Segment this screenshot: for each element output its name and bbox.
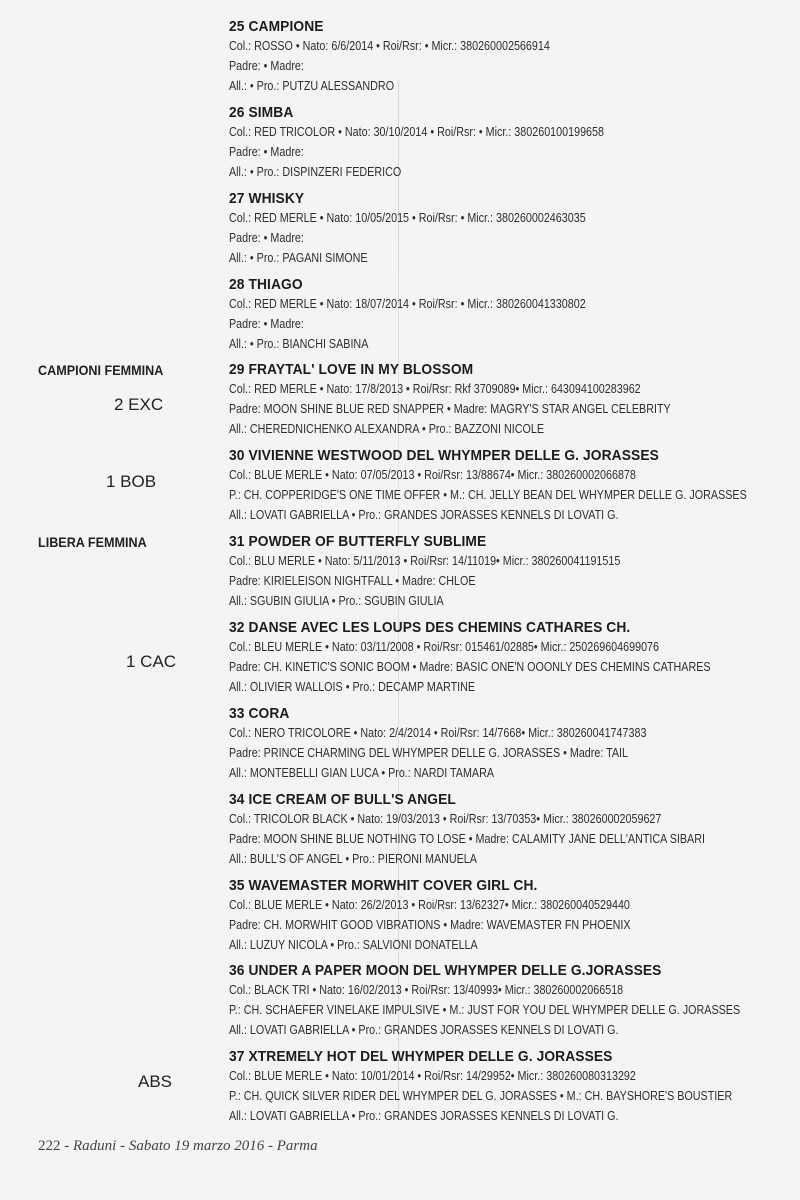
entry-breeder-owner: All.: • Pro.: DISPINZERI FEDERICO (229, 165, 402, 179)
section-label-libera-femmina: LIBERA FEMMINA (38, 534, 147, 550)
entry-title: 31 POWDER OF BUTTERFLY SUBLIME (229, 533, 487, 550)
entry-breeder-owner: All.: SGUBIN GIULIA • Pro.: SGUBIN GIULIA (229, 594, 444, 608)
entry-breeder-owner: All.: MONTEBELLI GIAN LUCA • Pro.: NARDI TAMARA (229, 766, 495, 780)
catalog-entry-36 (229, 961, 789, 1040)
entry-title: 27 WHISKY (229, 190, 305, 207)
footer-text: - Raduni - Sabato 19 marzo 2016 - Parma (64, 1138, 318, 1154)
entry-breeder-owner: All.: LUZUY NICOLA • Pro.: SALVIONI DONATELLA (229, 938, 478, 952)
entry-parents: Padre: • Madre: (229, 145, 304, 159)
entry-parents: Padre: PRINCE CHARMING DEL WHYMPER DELLE G. JORASSES • Madre: TAIL (229, 746, 629, 760)
entry-details: Col.: BLUE MERLE • Nato: 26/2/2013 • Roi/Rsr: 13/62327• Micr.: 380260040529440 (229, 898, 630, 912)
entry-parents: Padre: MOON SHINE BLUE RED SNAPPER • Madre: MAGRY'S STAR ANGEL CELEBRITY (229, 402, 671, 416)
entry-details: Col.: BLACK TRI • Nato: 16/02/2013 • Roi/Rsr: 13/40993• Micr.: 380260002066518 (229, 983, 624, 997)
entry-title: 26 SIMBA (229, 104, 294, 121)
entry-breeder-owner: All.: • Pro.: PUTZU ALESSANDRO (229, 79, 395, 93)
entry-parents: Padre: CH. MORWHIT GOOD VIBRATIONS • Madre: WAVEMASTER FN PHOENIX (229, 918, 631, 932)
entry-title: 28 THIAGO (229, 276, 303, 293)
entry-parents: P.: CH. SCHAEFER VINELAKE IMPULSIVE • M.: JUST FOR YOU DEL WHYMPER DELLE G. JORASSES (229, 1003, 741, 1017)
entry-details: Col.: RED MERLE • Nato: 10/05/2015 • Roi/Rsr: • Micr.: 380260002463035 (229, 211, 586, 225)
entry-title: 37 XTREMELY HOT DEL WHYMPER DELLE G. JORASSES (229, 1048, 613, 1065)
entry-parents: Padre: CH. KINETIC'S SONIC BOOM • Madre: BASIC ONE'N OOONLY DES CHEMINS CATHARES (229, 660, 711, 674)
entry-details: Col.: BLUE MERLE • Nato: 10/01/2014 • Roi/Rsr: 14/29952• Micr.: 380260080313292 (229, 1069, 636, 1083)
catalog-entry-29 (229, 360, 789, 439)
entry-details: Col.: BLU MERLE • Nato: 5/11/2013 • Roi/Rsr: 14/11019• Micr.: 380260041191515 (229, 554, 621, 568)
catalog-entry-31 (229, 532, 789, 611)
result-note-2-exc: 2 EXC (114, 395, 164, 414)
entry-breeder-owner: All.: LOVATI GABRIELLA • Pro.: GRANDES JORASSES KENNELS DI LOVATI G. (229, 1109, 619, 1123)
catalog-entry-26 (229, 103, 789, 182)
entry-breeder-owner: All.: LOVATI GABRIELLA • Pro.: GRANDES JORASSES KENNELS DI LOVATI G. (229, 508, 619, 522)
entry-title: 30 VIVIENNE WESTWOOD DEL WHYMPER DELLE G. JORASSES (229, 447, 659, 464)
entry-title: 29 FRAYTAL' LOVE IN MY BLOSSOM (229, 361, 474, 378)
catalog-entry-27 (229, 189, 789, 268)
entry-details: Col.: TRICOLOR BLACK • Nato: 19/03/2013 • Roi/Rsr: 13/70353• Micr.: 380260002059627 (229, 812, 662, 826)
page-footer (38, 1138, 318, 1155)
entry-breeder-owner: All.: CHEREDNICHENKO ALEXANDRA • Pro.: BAZZONI NICOLE (229, 422, 544, 436)
entry-title: 34 ICE CREAM OF BULL'S ANGEL (229, 791, 456, 808)
entry-breeder-owner: All.: LOVATI GABRIELLA • Pro.: GRANDES JORASSES KENNELS DI LOVATI G. (229, 1023, 619, 1037)
entry-parents: Padre: MOON SHINE BLUE NOTHING TO LOSE • Madre: CALAMITY JANE DELL'ANTICA SIBARI (229, 832, 705, 846)
entry-parents: P.: CH. COPPERIDGE'S ONE TIME OFFER • M.: CH. JELLY BEAN DEL WHYMPER DELLE G. JORASSES (229, 488, 747, 502)
entry-details: Col.: RED MERLE • Nato: 17/8/2013 • Roi/Rsr: Rkf 3709089• Micr.: 643094100283962 (229, 382, 641, 396)
catalog-entry-37 (229, 1047, 789, 1126)
catalog-entry-25 (229, 17, 789, 96)
result-note-1-bob: 1 BOB (106, 472, 157, 491)
entry-parents: Padre: • Madre: (229, 59, 304, 73)
entry-title: 25 CAMPIONE (229, 18, 324, 35)
catalog-entry-35 (229, 876, 789, 955)
page-number: 222 (38, 1138, 61, 1154)
entry-details: Col.: BLUE MERLE • Nato: 07/05/2013 • Roi/Rsr: 13/88674• Micr.: 380260002066878 (229, 468, 636, 482)
entry-details: Col.: RED TRICOLOR • Nato: 30/10/2014 • Roi/Rsr: • Micr.: 380260100199658 (229, 125, 604, 139)
section-label-campioni-femmina: CAMPIONI FEMMINA (38, 362, 164, 378)
entry-details: Col.: NERO TRICOLORE • Nato: 2/4/2014 • Roi/Rsr: 14/7668• Micr.: 380260041747383 (229, 726, 647, 740)
entry-title: 33 CORA (229, 705, 290, 722)
catalog-entry-34 (229, 790, 789, 869)
entry-parents: Padre: • Madre: (229, 317, 304, 331)
entry-parents: Padre: • Madre: (229, 231, 304, 245)
result-note-1-cac: 1 CAC (126, 652, 177, 671)
entry-parents: Padre: KIRIELEISON NIGHTFALL • Madre: CHLOE (229, 574, 476, 588)
entry-breeder-owner: All.: • Pro.: PAGANI SIMONE (229, 251, 368, 265)
entry-breeder-owner: All.: OLIVIER WALLOIS • Pro.: DECAMP MARTINE (229, 680, 476, 694)
entry-parents: P.: CH. QUICK SILVER RIDER DEL WHYMPER DEL G. JORASSES • M.: CH. BAYSHORE'S BOUSTIER (229, 1089, 733, 1103)
entry-details: Col.: BLEU MERLE • Nato: 03/11/2008 • Roi/Rsr: 015461/02885• Micr.: 250269604699076 (229, 640, 660, 654)
entry-details: Col.: RED MERLE • Nato: 18/07/2014 • Roi/Rsr: • Micr.: 380260041330802 (229, 297, 586, 311)
entry-title: 36 UNDER A PAPER MOON DEL WHYMPER DELLE G.JORASSES (229, 962, 662, 979)
entry-breeder-owner: All.: • Pro.: BIANCHI SABINA (229, 337, 369, 351)
catalog-entry-30 (229, 446, 789, 525)
entry-breeder-owner: All.: BULL'S OF ANGEL • Pro.: PIERONI MANUELA (229, 852, 477, 866)
catalog-entry-28 (229, 275, 789, 354)
catalog-entry-33 (229, 704, 789, 783)
entry-title: 35 WAVEMASTER MORWHIT COVER GIRL CH. (229, 877, 538, 894)
result-note-abs: ABS (138, 1072, 173, 1091)
entry-title: 32 DANSE AVEC LES LOUPS DES CHEMINS CATHARES CH. (229, 619, 631, 636)
catalog-entry-32 (229, 618, 789, 697)
entry-details: Col.: ROSSO • Nato: 6/6/2014 • Roi/Rsr: • Micr.: 380260002566914 (229, 39, 550, 53)
